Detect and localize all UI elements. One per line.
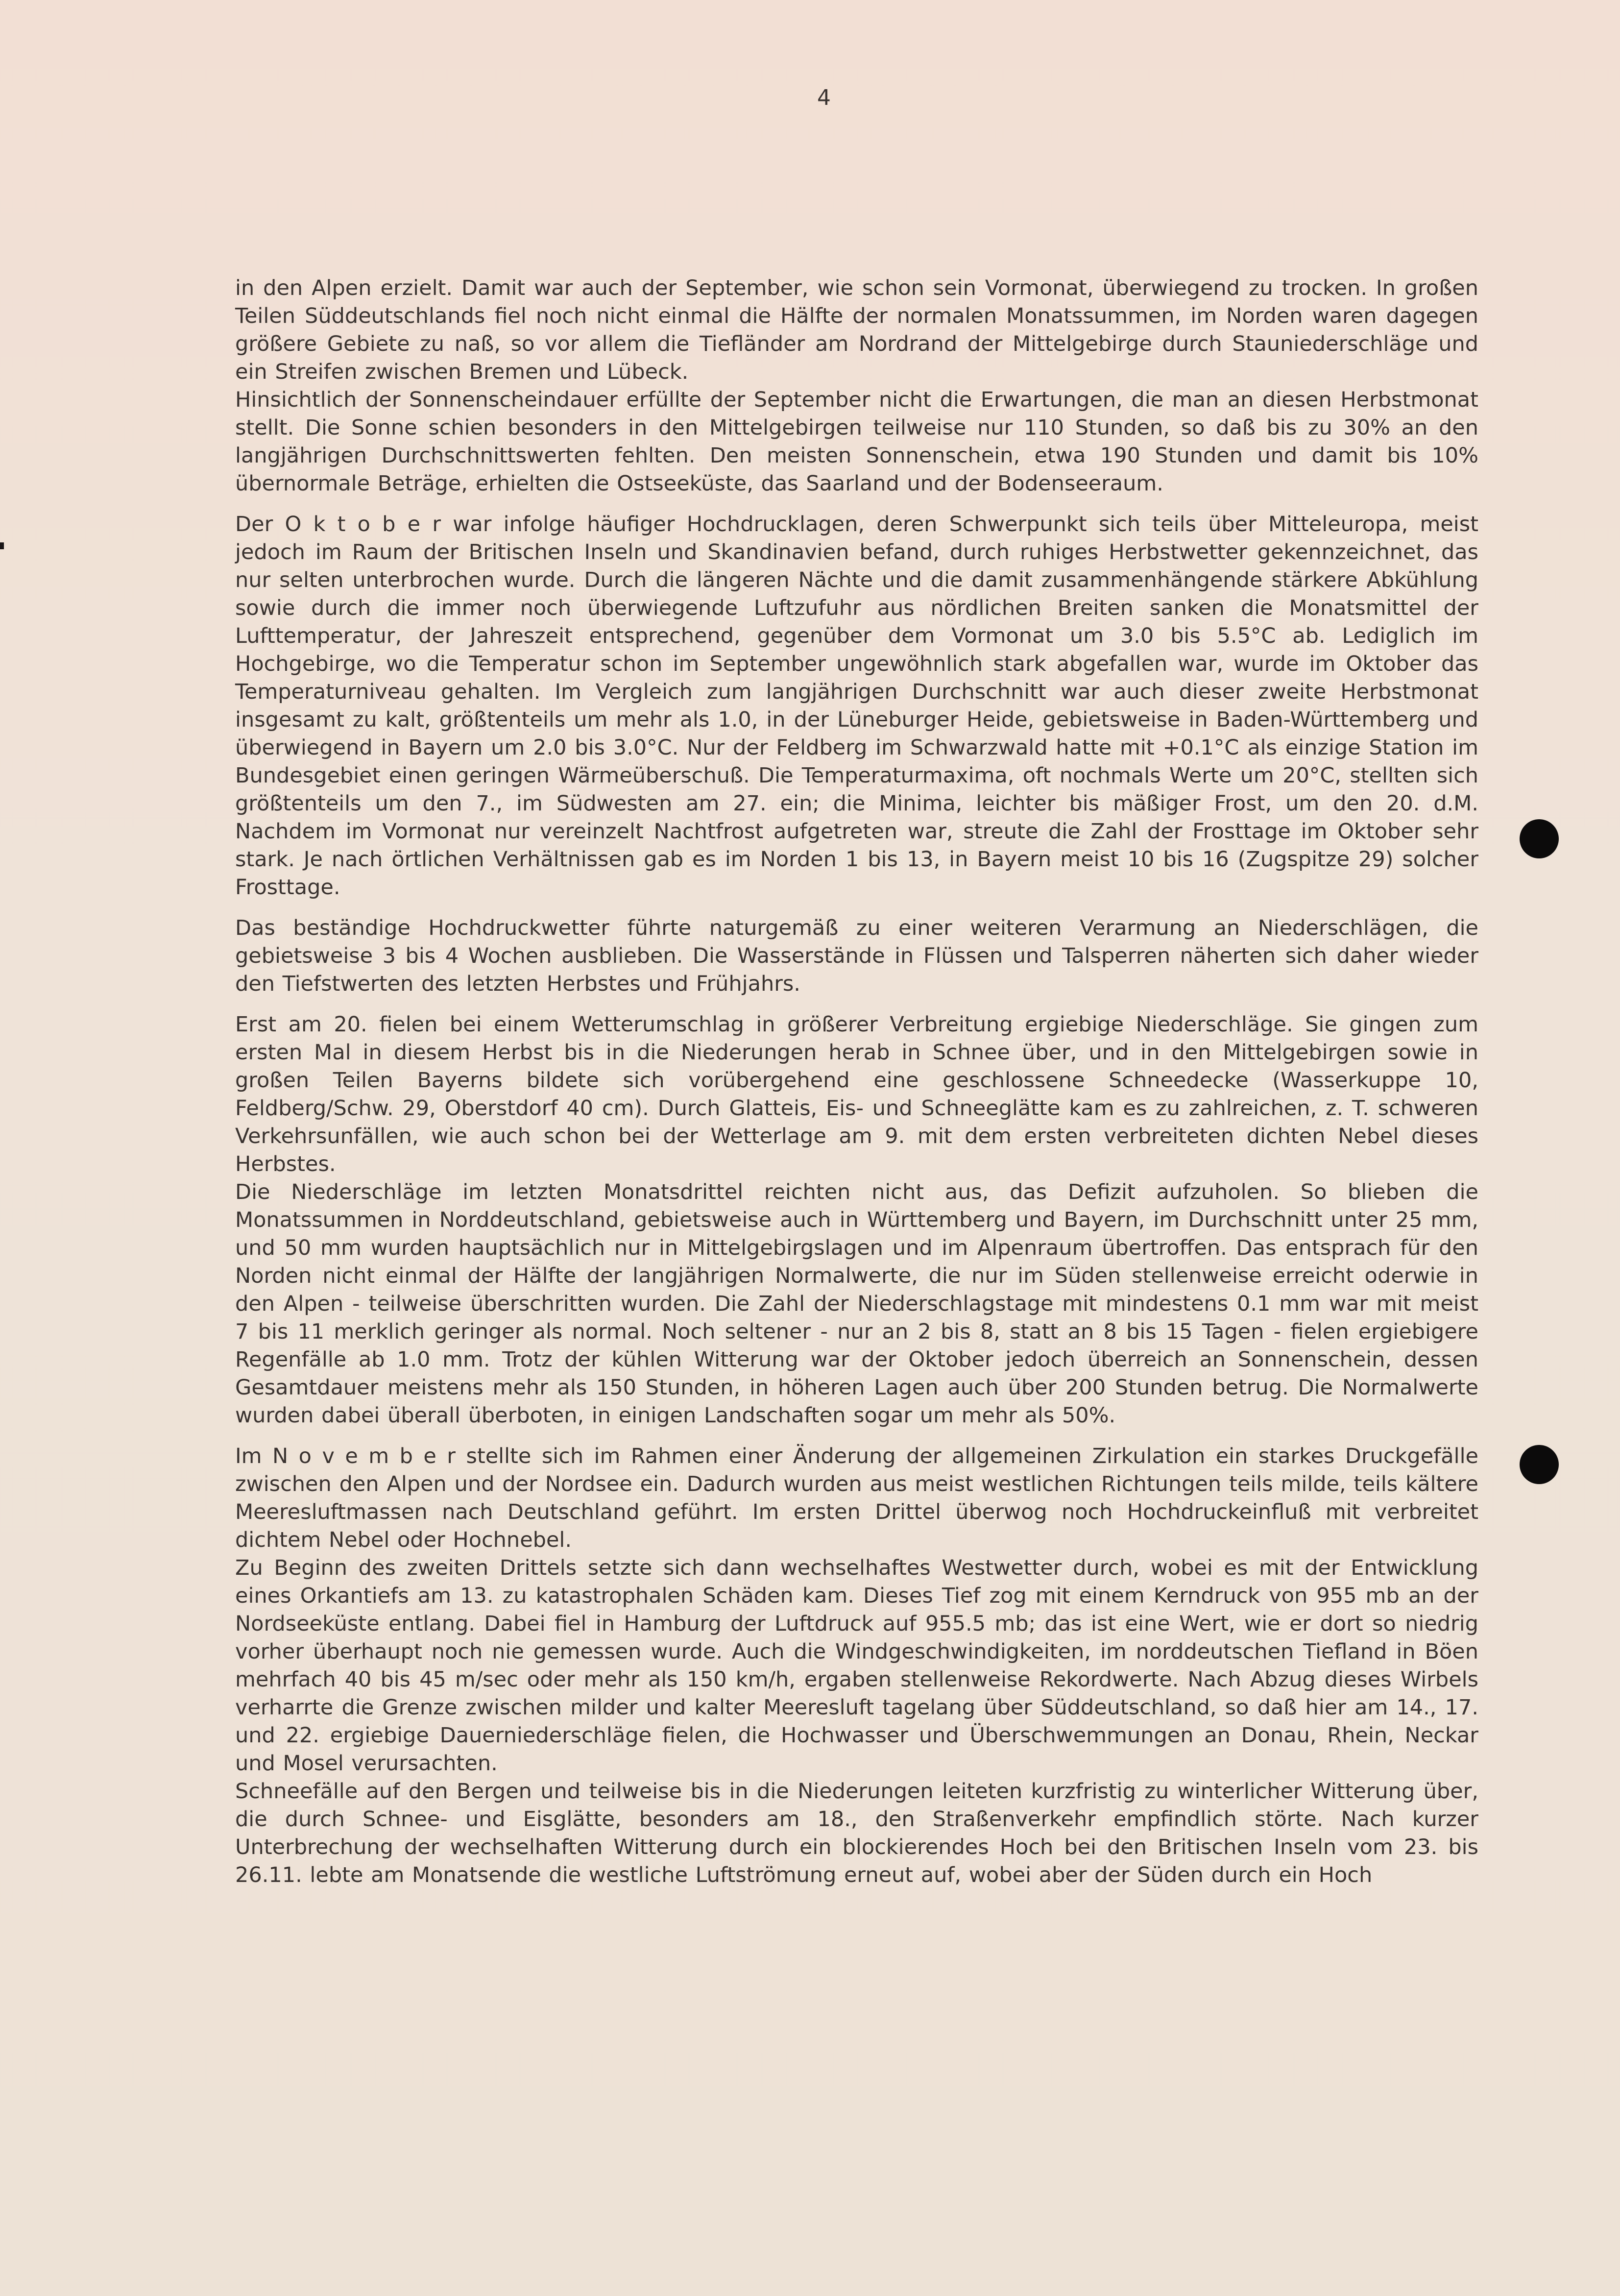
body-text: [235, 274, 1478, 1902]
paragraph-october-drought: Das beständige Hochdruckwetter führte naturgemäß zu einer weiteren Verarmung an Niederschlägen, die gebietsweise 3 bis 4 Wochen ausblieben. Die Wasserstände in Flüssen und Talsperren näherten sich daher wieder den Tiefstwerten des letzten Herbstes und Frühjahrs.: [235, 916, 1478, 996]
paragraph-november-snowfall: Schneefälle auf den Bergen und teilweise bis in die Niederungen leiteten kurzfristig zu winterlicher Witterung über, die durch Schnee- und Eisglätte, besonders am 18., den Straßenverkehr empfindlich störte. Nach kurzer Unterbrechung der wechselhaften Witterung durch ein blockierendes Hoch bei den Britischen Inseln vom 23. bis 26.11. lebte am Monatsende die westliche Luftströmung erneut auf, wobei aber der Süden durch ein Hoch: [235, 1779, 1478, 1887]
paragraph-october-precipitation-sunshine: Die Niederschläge im letzten Monatsdrittel reichten nicht aus, das Defizit aufzuholen. So blieben die Monatssummen in Norddeutschland, gebietsweise auch in Württemberg und Bayern, im Durchschnitt unter 25 mm, und 50 mm wurden hauptsächlich nur in Mittelgebirgslagen und im Alpenraum übertroffen. Das entsprach für den Norden nicht einmal der Hälfte der langjährigen Normalwerte, die nur im Süden stellenweise erreicht oderwie in den Alpen - teilweise überschritten wurden. Die Zahl der Niederschlagstage mit mindestens 0.1 mm war mit meist 7 bis 11 merklich geringer als normal. Noch seltener - nur an 2 bis 8, statt an 8 bis 15 Tagen - fielen ergiebigere Regenfälle ab 1.0 mm. Trotz der kühlen Witterung war der Oktober jedoch überreich an Sonnenschein, dessen Gesamtdauer meistens mehr als 150 Stunden, in höheren Lagen auch über 200 Stunden betrug. Die Normalwerte wurden dabei überall überboten, in einigen Landschaften sogar um mehr als 50%.: [235, 1180, 1478, 1428]
punch-hole-upper: [1520, 819, 1559, 858]
paragraph-group-october-precipitation: [235, 1011, 1478, 1430]
page-number: 4: [817, 85, 831, 110]
margin-mark: [0, 542, 4, 549]
paragraph-group-november: [235, 1442, 1478, 1889]
paragraph-group-october-temperature: [235, 511, 1478, 902]
paragraph-november-storm: Zu Beginn des zweiten Drittels setzte sich dann wechselhaftes Westwetter durch, wobei es mit der Entwicklung eines Orkantiefs am 13. zu katastrophalen Schäden kam. Dieses Tief zog mit einem Kerndruck von 955 mb an der Nordseeküste entlang. Dabei fiel in Hamburg der Luftdruck auf 955.5 mb; das ist eine Wert, wie er dort so niedrig vorher überhaupt noch nie gemessen wurde. Auch die Windgeschwindigkeiten, im norddeutschen Tiefland in Böen mehrfach 40 bis 45 m/sec oder mehr als 150 km/h, ergaben stellenweise Rekordwerte. Nach Abzug dieses Wirbels verharrte die Grenze zwischen milder und kalter Meeresluft tagelang über Süddeutschland, so daß hier am 14., 17. und 22. ergiebige Dauerniederschläge fielen, die Hochwasser und Überschwemmungen an Donau, Rhein, Neckar und Mosel verursachten.: [235, 1556, 1478, 1776]
paragraph-group-october-drought: [235, 914, 1478, 998]
paragraph-september-precipitation: in den Alpen erzielt. Damit war auch der September, wie schon sein Vormonat, überwiegend zu trocken. In großen Teilen Süddeutschlands fiel noch nicht einmal die Hälfte der normalen Monatssummen, im Norden waren dagegen größere Gebiete zu naß, so vor allem die Tiefländer am Nordrand der Mittelgebirge durch Stauniederschläge und ein Streifen zwischen Bremen und Lübeck.: [235, 276, 1478, 384]
paragraph-group-september: [235, 274, 1478, 498]
paragraph-october-temperature: Der O k t o b e r war infolge häufiger Hochdrucklagen, deren Schwerpunkt sich teils über Mitteleuropa, meist jedoch im Raum der Britischen Inseln und Skandinavien befand, durch ruhiges Herbstwetter gekennzeichnet, das nur selten unterbrochen wurde. Durch die längeren Nächte und die damit zusammenhängende stärkere Abkühlung sowie durch die immer noch überwiegende Luftzufuhr aus nördlichen Breiten sanken die Monatsmittel der Lufttemperatur, der Jahreszeit entsprechend, gegenüber dem Vormonat um 3.0 bis 5.5°C ab. Lediglich im Hochgebirge, wo die Temperatur schon im September ungewöhnlich stark abgefallen war, wurde im Oktober das Temperaturniveau gehalten. Im Vergleich zum langjährigen Durchschnitt war auch dieser zweite Herbstmonat insgesamt zu kalt, größtenteils um mehr als 1.0, in der Lüneburger Heide, gebietsweise in Baden-Württemberg und überwiegend in Bayern um 2.0 bis 3.0°C. Nur der Feldberg im Schwarzwald hatte mit +0.1°C als einzige Station im Bundesgebiet einen geringen Wärmeüberschuß. Die Temperaturmaxima, oft nochmals Werte um 20°C, stellten sich größtenteils um den 7., im Südwesten am 27. ein; die Minima, leichter bis mäßiger Frost, um den 20. d.M. Nachdem im Vormonat nur vereinzelt Nachtfrost aufgetreten war, streute die Zahl der Frosttage im Oktober sehr stark. Je nach örtlichen Verhältnissen gab es im Norden 1 bis 13, in Bayern meist 10 bis 16 (Zugspitze 29) solcher Frosttage.: [235, 512, 1478, 900]
paragraph-september-sunshine: Hinsichtlich der Sonnenscheindauer erfüllte der September nicht die Erwartungen, die man an diesen Herbstmonat stellt. Die Sonne schien besonders in den Mittelgebirgen teilweise nur 110 Stunden, so daß bis zu 30% an den langjährigen Durchschnittswerten fehlten. Den meisten Sonnenschein, etwa 190 Stunden und damit bis 10% übernormale Beträge, erhielten die Ostseeküste, das Saarland und der Bodenseeraum.: [235, 388, 1478, 496]
paragraph-october-weather-change: Erst am 20. fielen bei einem Wetterumschlag in größerer Verbreitung ergiebige Niederschläge. Sie gingen zum ersten Mal in diesem Herbst bis in die Niederungen herab in Schnee über, und in den Mittelgebirgen sowie in großen Teilen Bayerns bildete sich vorübergehend eine geschlossene Schneedecke (Wasserkuppe 10, Feldberg/Schw. 29, Oberstdorf 40 cm). Durch Glatteis, Eis- und Schneeglätte kam es zu zahlreichen, z. T. schweren Verkehrsunfällen, wie auch schon bei der Wetterlage am 9. mit dem ersten verbreiteten dichten Nebel dieses Herbstes.: [235, 1012, 1478, 1176]
punch-hole-lower: [1520, 1445, 1559, 1484]
paragraph-november-circulation: Im N o v e m b e r stellte sich im Rahmen einer Änderung der allgemeinen Zirkulation ein starkes Druckgefälle zwischen den Alpen und der Nordsee ein. Dadurch wurden aus meist westlichen Richtungen teils milde, teils kältere Meeresluftmassen nach Deutschland geführt. Im ersten Drittel überwog noch Hochdruckeinfluß mit verbreitet dichtem Nebel oder Hochnebel.: [235, 1444, 1478, 1552]
